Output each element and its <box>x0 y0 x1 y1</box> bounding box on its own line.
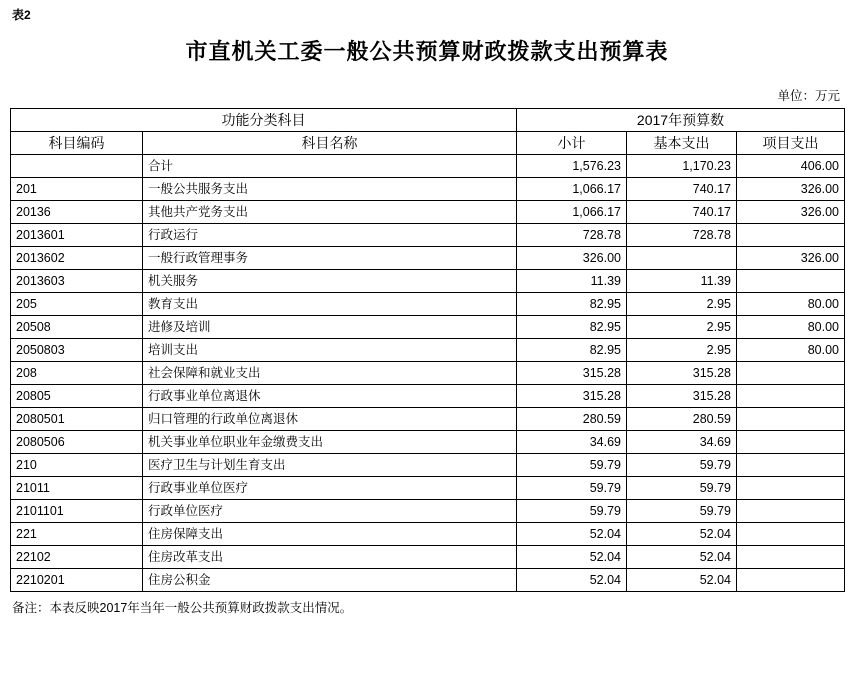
cell-name: 合计 <box>143 155 517 178</box>
cell-subtotal: 59.79 <box>517 500 627 523</box>
page-title: 市直机关工委一般公共预算财政拨款支出预算表 <box>185 39 669 64</box>
table-row <box>11 270 845 293</box>
cell-basic: 34.69 <box>627 431 737 454</box>
column-header-basic: 基本支出 <box>627 132 737 155</box>
cell-subtotal: 326.00 <box>517 247 627 270</box>
cell-name: 进修及培训 <box>143 316 517 339</box>
cell-subtotal: 82.95 <box>517 293 627 316</box>
cell-project <box>737 270 845 293</box>
cell-basic: 2.95 <box>627 339 737 362</box>
cell-project <box>737 523 845 546</box>
table-row <box>11 431 845 454</box>
table-row <box>11 385 845 408</box>
cell-basic: 315.28 <box>627 362 737 385</box>
cell-name: 行政单位医疗 <box>143 500 517 523</box>
cell-project <box>737 408 845 431</box>
cell-project <box>737 224 845 247</box>
cell-project <box>737 431 845 454</box>
cell-project: 326.00 <box>737 178 845 201</box>
cell-name: 住房公积金 <box>143 569 517 592</box>
cell-code <box>11 155 143 178</box>
table-note: 备注：本表反映2017年当年一般公共预算财政拨款支出情况。 <box>12 601 353 615</box>
cell-name: 一般行政管理事务 <box>143 247 517 270</box>
table-row <box>11 362 845 385</box>
table-row <box>11 316 845 339</box>
table-row <box>11 408 845 431</box>
cell-subtotal: 52.04 <box>517 569 627 592</box>
cell-name: 行政事业单位离退休 <box>143 385 517 408</box>
cell-subtotal: 280.59 <box>517 408 627 431</box>
cell-project <box>737 477 845 500</box>
cell-subtotal: 1,576.23 <box>517 155 627 178</box>
table-row <box>11 500 845 523</box>
table-row <box>11 339 845 362</box>
cell-code: 20136 <box>11 201 143 224</box>
cell-code: 208 <box>11 362 143 385</box>
cell-code: 2080501 <box>11 408 143 431</box>
cell-subtotal: 59.79 <box>517 454 627 477</box>
table-row <box>11 546 845 569</box>
unit-label: 单位：万元 <box>777 89 840 103</box>
cell-name: 归口管理的行政单位离退休 <box>143 408 517 431</box>
cell-basic: 59.79 <box>627 500 737 523</box>
header-category-group: 功能分类科目 <box>11 109 517 132</box>
table-row <box>11 201 845 224</box>
cell-basic: 728.78 <box>627 224 737 247</box>
table-row <box>11 224 845 247</box>
table-header-row-columns <box>11 132 845 155</box>
cell-subtotal: 34.69 <box>517 431 627 454</box>
table-row <box>11 293 845 316</box>
cell-subtotal: 11.39 <box>517 270 627 293</box>
table-row <box>11 569 845 592</box>
column-header-project: 项目支出 <box>737 132 845 155</box>
cell-subtotal: 59.79 <box>517 477 627 500</box>
cell-basic: 2.95 <box>627 293 737 316</box>
column-header-subtotal: 小计 <box>517 132 627 155</box>
cell-basic: 2.95 <box>627 316 737 339</box>
cell-project <box>737 454 845 477</box>
cell-basic: 52.04 <box>627 523 737 546</box>
cell-name: 行政事业单位医疗 <box>143 477 517 500</box>
cell-code: 2013603 <box>11 270 143 293</box>
cell-basic: 315.28 <box>627 385 737 408</box>
cell-project: 80.00 <box>737 316 845 339</box>
cell-basic: 59.79 <box>627 477 737 500</box>
cell-code: 20805 <box>11 385 143 408</box>
cell-subtotal: 82.95 <box>517 339 627 362</box>
cell-project <box>737 362 845 385</box>
form-tag: 表2 <box>12 8 31 22</box>
cell-project: 326.00 <box>737 247 845 270</box>
cell-project <box>737 546 845 569</box>
cell-subtotal: 1,066.17 <box>517 201 627 224</box>
cell-subtotal: 728.78 <box>517 224 627 247</box>
cell-code: 2050803 <box>11 339 143 362</box>
cell-code: 2210201 <box>11 569 143 592</box>
cell-basic: 1,170.23 <box>627 155 737 178</box>
cell-project: 80.00 <box>737 339 845 362</box>
cell-code: 22102 <box>11 546 143 569</box>
cell-code: 201 <box>11 178 143 201</box>
table-header-row-group <box>11 109 845 132</box>
cell-name: 一般公共服务支出 <box>143 178 517 201</box>
cell-name: 其他共产党务支出 <box>143 201 517 224</box>
cell-name: 医疗卫生与计划生育支出 <box>143 454 517 477</box>
cell-basic <box>627 247 737 270</box>
cell-subtotal: 315.28 <box>517 362 627 385</box>
cell-name: 行政运行 <box>143 224 517 247</box>
cell-code: 210 <box>11 454 143 477</box>
cell-project <box>737 500 845 523</box>
cell-subtotal: 52.04 <box>517 523 627 546</box>
cell-basic: 52.04 <box>627 569 737 592</box>
cell-basic: 740.17 <box>627 178 737 201</box>
column-header-name: 科目名称 <box>143 132 517 155</box>
cell-name: 培训支出 <box>143 339 517 362</box>
cell-code: 20508 <box>11 316 143 339</box>
header-budget-year-group: 2017年预算数 <box>517 109 845 132</box>
cell-name: 教育支出 <box>143 293 517 316</box>
cell-name: 社会保障和就业支出 <box>143 362 517 385</box>
cell-subtotal: 52.04 <box>517 546 627 569</box>
table-row <box>11 155 845 178</box>
cell-code: 2013602 <box>11 247 143 270</box>
table-header <box>11 109 845 155</box>
cell-basic: 52.04 <box>627 546 737 569</box>
cell-project: 406.00 <box>737 155 845 178</box>
cell-project: 80.00 <box>737 293 845 316</box>
cell-basic: 740.17 <box>627 201 737 224</box>
table-body <box>11 155 845 592</box>
table-row <box>11 454 845 477</box>
cell-subtotal: 1,066.17 <box>517 178 627 201</box>
cell-name: 住房保障支出 <box>143 523 517 546</box>
cell-code: 221 <box>11 523 143 546</box>
cell-code: 205 <box>11 293 143 316</box>
cell-code: 2101101 <box>11 500 143 523</box>
cell-basic: 11.39 <box>627 270 737 293</box>
cell-name: 机关事业单位职业年金缴费支出 <box>143 431 517 454</box>
cell-code: 2080506 <box>11 431 143 454</box>
cell-name: 机关服务 <box>143 270 517 293</box>
cell-basic: 280.59 <box>627 408 737 431</box>
cell-subtotal: 315.28 <box>517 385 627 408</box>
table-row <box>11 523 845 546</box>
cell-subtotal: 82.95 <box>517 316 627 339</box>
cell-name: 住房改革支出 <box>143 546 517 569</box>
cell-project <box>737 569 845 592</box>
column-header-code: 科目编码 <box>11 132 143 155</box>
cell-project: 326.00 <box>737 201 845 224</box>
cell-code: 21011 <box>11 477 143 500</box>
table-row <box>11 477 845 500</box>
cell-project <box>737 385 845 408</box>
table-row <box>11 247 845 270</box>
table-row <box>11 178 845 201</box>
cell-basic: 59.79 <box>627 454 737 477</box>
budget-table <box>10 108 845 592</box>
cell-code: 2013601 <box>11 224 143 247</box>
